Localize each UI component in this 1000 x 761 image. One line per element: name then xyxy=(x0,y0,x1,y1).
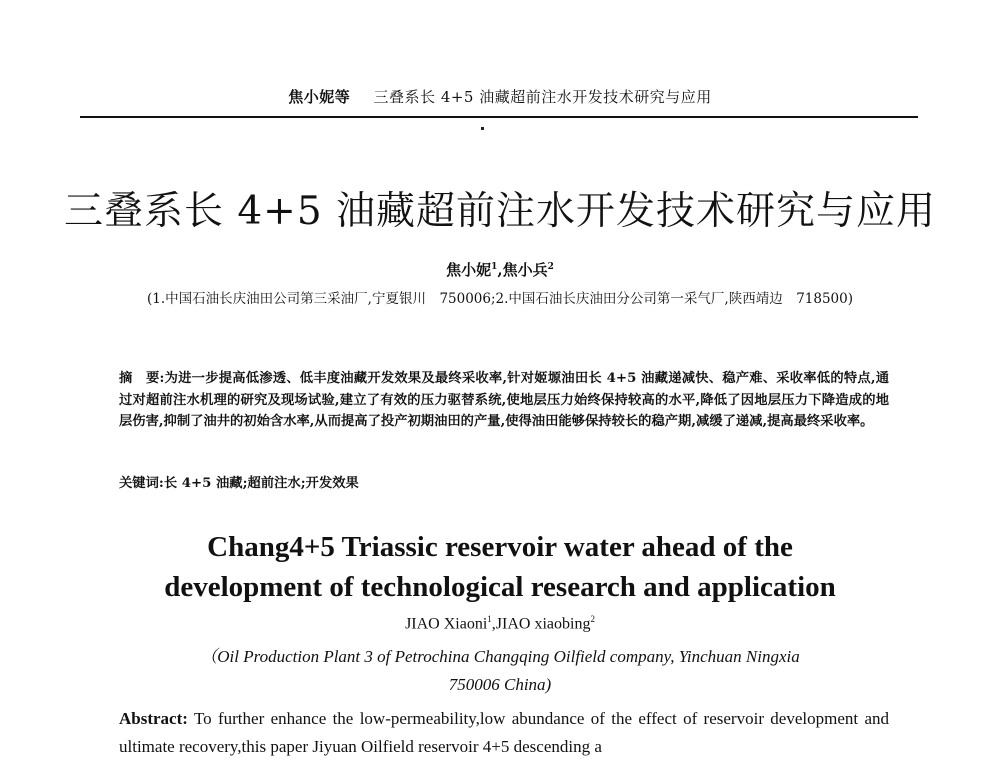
chinese-affiliation: (1.中国石油长庆油田公司第三采油厂,宁夏银川 750006;2.中国石油长庆油田分公司第一采气厂,陕西靖边 718500) xyxy=(147,291,853,307)
chinese-title: 三叠系长 4+5 油藏超前注水开发技术研究与应用 xyxy=(63,189,937,234)
header-rule xyxy=(80,116,918,118)
english-author-2-affil-mark: 2 xyxy=(590,614,595,624)
english-authors xyxy=(0,614,1000,633)
chinese-abstract-text: 为进一步提高低渗透、低丰度油藏开发效果及最终采收率,针对姬塬油田长 4+5 油藏递减快、稳产难、采收率低的特点,通过对超前注水机理的研究及现场试验,建立了有效的压力驱替系统,使地层压力始终保持较高的水平,降低了因地层压力下降造成的地层伤害,抑制了油井的初始含水率,从而提高了投产初期油田的产量,使得油田能够保持较长的稳产期,减缓了递减,提高最终采收率。 xyxy=(119,371,889,429)
english-affiliation-line-1: （Oil Production Plant 3 of Petrochina Changqing Oilfield company, Yinchuan Ningxia xyxy=(200,647,800,666)
english-abstract-text: To further enhance the low-permeability,low abundance of the effect of reservoir development and ultimate recovery,this paper Jiyuan Oilfield reservoir 4+5 descending a xyxy=(119,709,889,756)
decorative-dot xyxy=(481,127,484,130)
english-abstract-label: Abstract: xyxy=(119,709,188,728)
english-author-1: JIAO Xiaoni xyxy=(405,615,488,633)
english-author-separator: , xyxy=(491,615,496,633)
english-title-line-1: Chang4+5 Triassic reservoir water ahead of the xyxy=(207,531,793,563)
chinese-author-1-affil-mark: 1 xyxy=(491,262,498,272)
chinese-keywords-text: 长 4+5 油藏;超前注水;开发效果 xyxy=(163,476,359,491)
english-abstract xyxy=(119,705,889,761)
english-title-line-2: development of technological research and application xyxy=(164,571,836,603)
chinese-abstract xyxy=(119,368,889,433)
english-title xyxy=(0,527,1000,607)
chinese-abstract-label: 摘 要: xyxy=(119,371,165,386)
english-affiliation xyxy=(0,643,1000,699)
chinese-author-2-affil-mark: 2 xyxy=(547,262,554,272)
chinese-author-separator: , xyxy=(497,261,503,279)
running-head-title: 三叠系长 4+5 油藏超前注水开发技术研究与应用 xyxy=(373,88,712,106)
chinese-author-1: 焦小妮 xyxy=(446,261,492,279)
english-author-2: JIAO xiaobing xyxy=(495,615,591,633)
running-head xyxy=(0,86,1000,107)
chinese-authors xyxy=(0,259,1000,280)
chinese-author-2: 焦小兵 xyxy=(502,261,548,279)
english-author-1-affil-mark: 1 xyxy=(487,614,492,624)
english-affiliation-line-2: 750006 China) xyxy=(448,675,552,694)
chinese-keywords xyxy=(119,472,889,491)
chinese-keywords-label: 关键词: xyxy=(119,476,164,491)
running-head-authors: 焦小妮等 xyxy=(288,88,351,106)
